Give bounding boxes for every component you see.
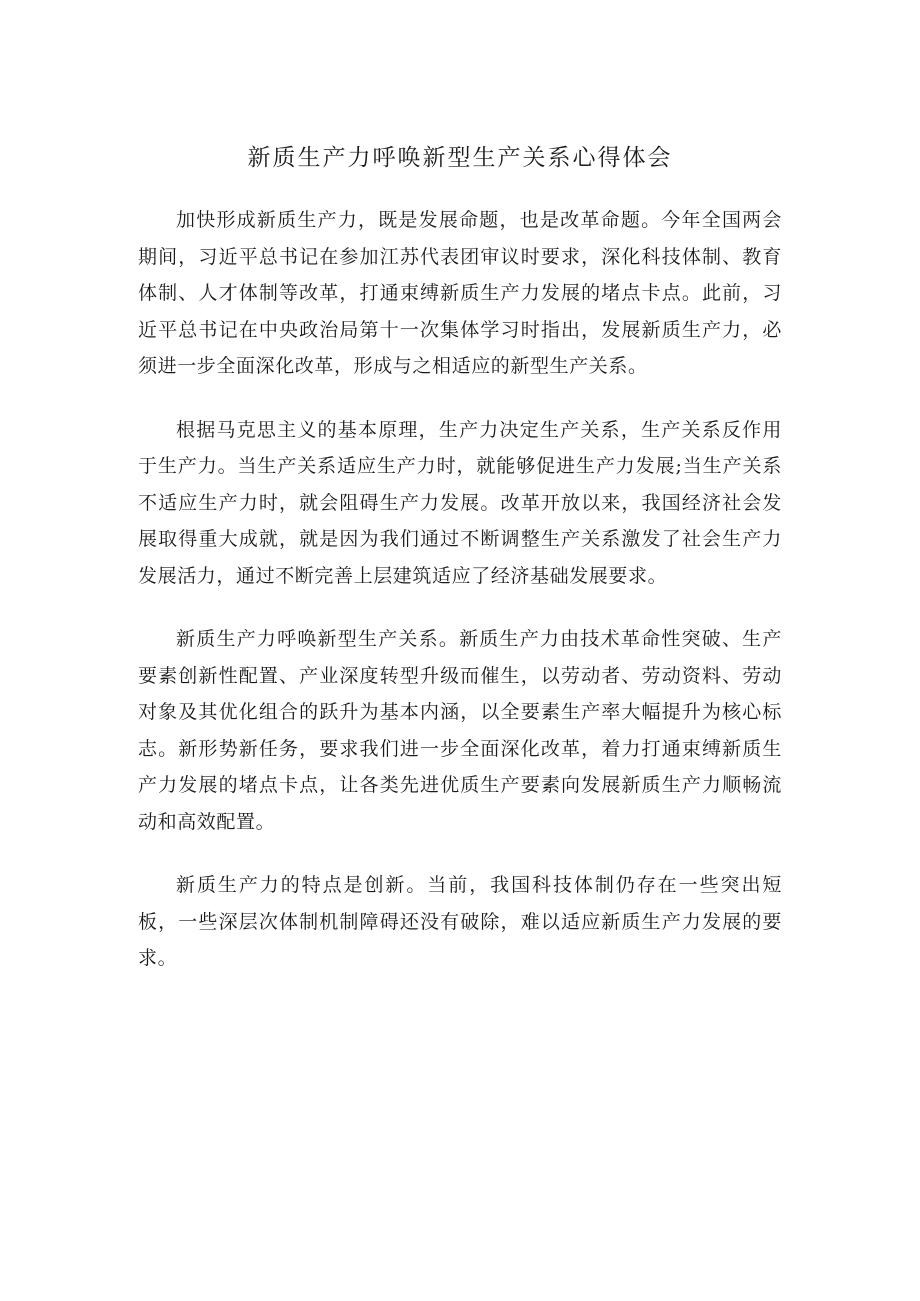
- paragraph-3: 新质生产力呼唤新型生产关系。新质生产力由技术革命性突破、生产要素创新性配置、产业深度转型升级而催生，以劳动者、劳动资料、劳动对象及其优化组合的跃升为基本内涵，以全要素生产率大幅提升为核心标志。新形势新任务，要求我们进一步全面深化改革，着力打通束缚新质生产力发展的堵点卡点，让各类先进优质生产要素向发展新质生产力顺畅流动和高效配置。: [138, 628, 782, 833]
- paragraph-2: 根据马克思主义的基本原理，生产力决定生产关系，生产关系反作用于生产力。当生产关系适应生产力时，就能够促进生产力发展;当生产关系不适应生产力时，就会阻碍生产力发展。改革开放以来，我国经济社会发展取得重大成就，就是因为我们通过不断调整生产关系激发了社会生产力发展活力，通过不断完善上层建筑适应了经济基础发展要求。: [138, 418, 782, 587]
- paragraph-1: 加快形成新质生产力，既是发展命题，也是改革命题。今年全国两会期间，习近平总书记在参加江苏代表团审议时要求，深化科技体制、教育体制、人才体制等改革，打通束缚新质生产力发展的堵点卡点。此前，习近平总书记在中央政治局第十一次集体学习时指出，发展新质生产力，必须进一步全面深化改革，形成与之相适应的新型生产关系。: [138, 209, 782, 377]
- paragraph-4: 新质生产力的特点是创新。当前，我国科技体制仍存在一些突出短板，一些深层次体制机制障碍还没有破除，难以适应新质生产力发展的要求。: [138, 874, 782, 969]
- document-title: 新质生产力呼唤新型生产关系心得体会: [247, 145, 673, 171]
